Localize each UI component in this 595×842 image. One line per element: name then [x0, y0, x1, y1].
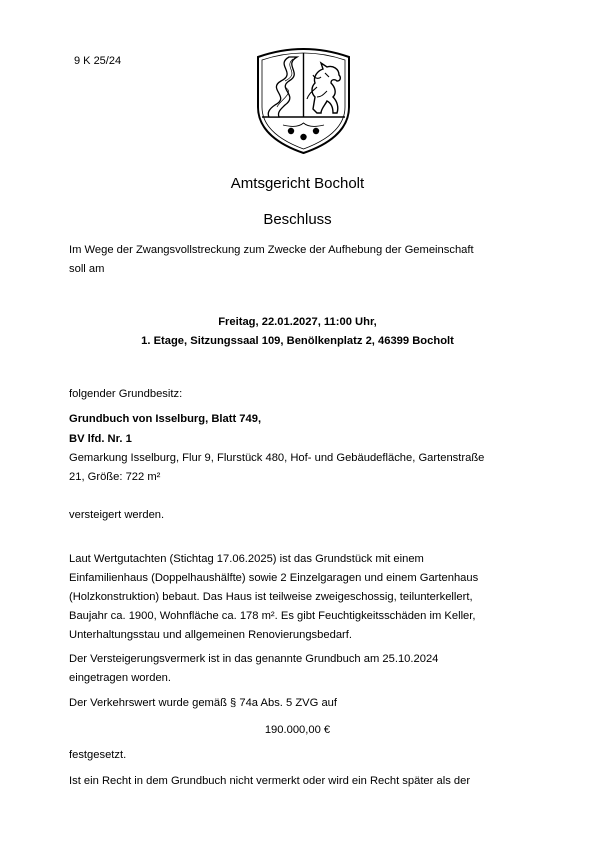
case-number: 9 K 25/24	[74, 55, 122, 67]
wertgutachten-line: Unterhaltungsstau und allgemeinen Renovierungsbedarf.	[69, 629, 352, 641]
court-name: Amtsgericht Bocholt	[230, 175, 365, 192]
vermerk-line-1: Der Versteigerungsvermerk ist in das genannte Grundbuch am 25.10.2024	[69, 653, 439, 665]
wertgutachten-line: Laut Wertgutachten (Stichtag 17.06.2025) ist das Grundstück mit einem	[69, 553, 424, 565]
gemarkung-line-1: Gemarkung Isselburg, Flur 9, Flurstück 480, Hof- und Gebäudefläche, Gartenstraße	[69, 452, 485, 464]
auction-date: Freitag, 22.01.2027, 11:00 Uhr,	[218, 316, 377, 328]
coat-of-arms-icon	[255, 47, 352, 155]
last-line: Ist ein Recht in dem Grundbuch nicht vermerkt oder wird ein Recht später als der	[69, 775, 471, 787]
festgesetzt-text: festgesetzt.	[69, 749, 127, 761]
vermerk-line-2: eingetragen worden.	[69, 672, 172, 684]
doc-title: Beschluss	[263, 211, 332, 228]
wertgutachten-line: (Holzkonstruktion) bebaut. Das Haus ist teilweise zweigeschossig, teilunterkellert,	[69, 591, 473, 603]
property-label: folgender Grundbesitz:	[69, 388, 183, 400]
wertgutachten-line: Einfamilienhaus (Doppelhaushälfte) sowie 2 Einzelgaragen und einem Gartenhaus	[69, 572, 479, 584]
grundbuch-entry: Grundbuch von Isselburg, Blatt 749,	[69, 413, 262, 425]
wertgutachten-line: Baujahr ca. 1900, Wohnfläche ca. 178 m². Es gibt Feuchtigkeitsschäden im Keller,	[69, 610, 476, 622]
intro-line-1: Im Wege der Zwangsvollstreckung zum Zwecke der Aufhebung der Gemeinschaft	[69, 244, 474, 256]
verkehrswert-amount: 190.000,00 €	[264, 724, 331, 736]
bv-number: BV lfd. Nr. 1	[69, 433, 132, 445]
intro-line-2: soll am	[69, 263, 105, 275]
versteigert-text: versteigert werden.	[69, 509, 165, 521]
verkehrswert-text: Der Verkehrswert wurde gemäß § 74a Abs. 5 ZVG auf	[69, 697, 338, 709]
gemarkung-line-2: 21, Größe: 722 m²	[69, 471, 161, 483]
auction-location: 1. Etage, Sitzungssaal 109, Benölkenplatz 2, 46399 Bocholt	[141, 335, 454, 347]
